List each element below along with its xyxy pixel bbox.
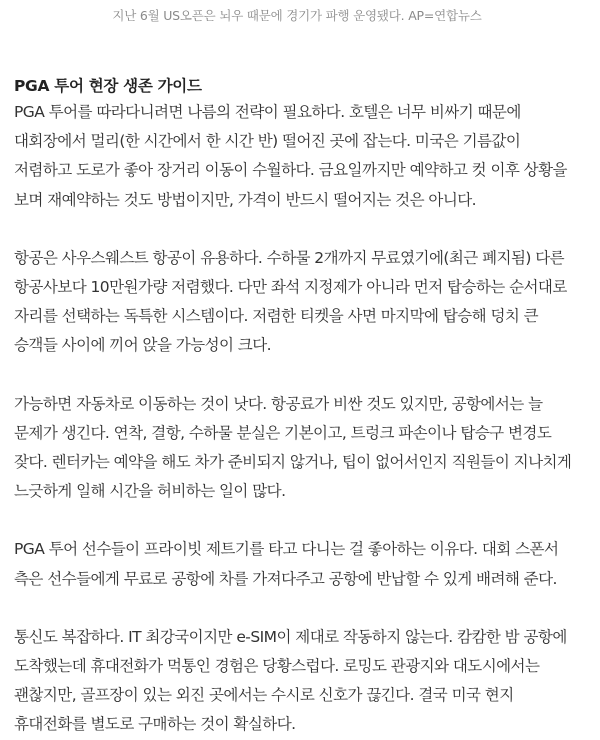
paragraph-car-travel: 가능하면 자동차로 이동하는 것이 낫다. 항공료가 비싼 것도 있지만, 공항에서는 늘 문제가 생긴다. 연착, 결항, 수하물 분실은 기본이고, 트렁크 파손이나 탑승구 변경도 잦다. 렌터카는 예약을 해도 차가 준비되지 않거나, 팁이 없어서인지 직원들이 지나치게 느긋하게 일해 시간을 허비하는 일이 많다. [14,394,572,501]
paragraph-airline: 항공은 사우스웨스트 항공이 유용하다. 수하물 2개까지 무료였기에(최근 폐지됨) 다른 항공사보다 10만원가량 저렴했다. 다만 좌석 지정제가 아니라 먼저 탑승하는 순서대로 자리를 선택하는 독특한 시스템이다. 저렴한 티켓을 사면 마지막에 탑승해 덩치 큰 승객들 사이에 끼어 앉을 가능성이 크다. [14,248,567,355]
photo-caption: 지난 6월 US오픈은 뇌우 때문에 경기가 파행 운영됐다. AP=연합뉴스 [112,8,482,23]
paragraph-hotel: PGA 투어를 따라다니려면 나름의 전략이 필요하다. 호텔은 너무 비싸기 때문에 대회장에서 멀리(한 시간에서 한 시간 반) 떨어진 곳에 잡는다. 미국은 기름값이 저렴하고 도로가 좋아 장거리 이동이 수월하다. 금요일까지만 예약하고 컷 이후 상황을 보며 재예약하는 것도 방법이지만, 가격이 반드시 떨어지는 것은 아니다. [14,103,567,209]
paragraph-telecom: 통신도 복잡하다. IT 최강국이지만 e-SIM이 제대로 작동하지 않는다. 캄캄한 밤 공항에 도착했는데 휴대전화가 먹통인 경험은 당황스럽다. 로밍도 관광지와 대도시에서는 괜찮지만, 골프장이 있는 외진 곳에서는 수시로 신호가 끊긴다. 결국 미국 현지 휴대전화를 별도로 구매하는 것이 확실하다. [14,627,567,734]
section-title: PGA 투어 현장 생존 가이드 [14,77,202,95]
paragraph-private-jet: PGA 투어 선수들이 프라이빗 제트기를 타고 다니는 걸 좋아하는 이유다. 대회 스폰서 측은 선수들에게 무료로 공항에 차를 가져다주고 공항에 반납할 수 있게 배려해 준다. [14,540,559,588]
